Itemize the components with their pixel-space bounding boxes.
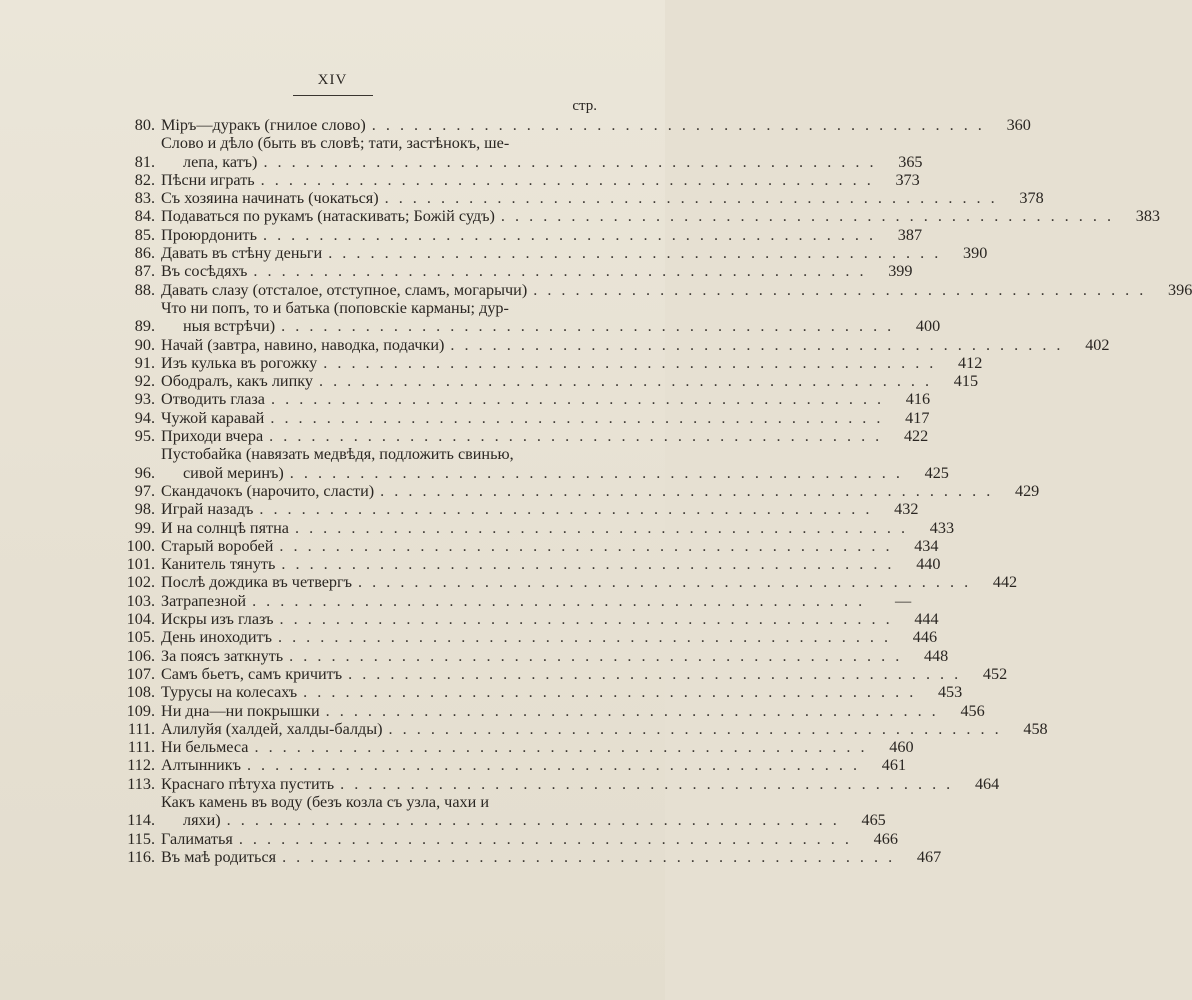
entry-title: Самъ бьетъ, самъ кричитъ (161, 664, 343, 683)
entry-number: 87. (134, 262, 155, 281)
entry-number: 101. (126, 555, 155, 574)
entry-title: Подаваться по рукамъ (натаскивать; Божій судъ) (161, 207, 495, 226)
entry-page: 400 (915, 317, 941, 336)
dot-leader: . . . . . . . . . . . . . . . . . . . . . . . . . . . . . . . . . . . . . . . . . . . . (279, 610, 893, 629)
entry-number: 95. (134, 427, 155, 446)
entry-number: 114. (127, 811, 155, 830)
entry-page: 417 (905, 408, 930, 427)
entry-number: 82. (134, 170, 155, 189)
entry-page: 461 (881, 756, 907, 775)
entry-number: 99. (134, 518, 155, 537)
entry-page: 466 (873, 829, 898, 848)
toc-entry (100, 225, 923, 244)
page-column-label: стр. (572, 98, 597, 114)
toc-entry (100, 591, 912, 610)
page-header (0, 72, 665, 96)
dot-leader: . . . . . . . . . . . . . . . . . . . . . . . . . . . . . . . . . . . . . . . . . . . . (277, 628, 892, 647)
dot-leader: . . . . . . . . . . . . . . . . . . . . . . . . . . . . . . . . . . . . . . . . . . . . (500, 207, 1114, 226)
dot-leader: . . . . . . . . . . . . . . . . . . . . . . . . . . . . . . . . . . . . . . . . . . . . (279, 536, 893, 555)
toc-entry (100, 390, 931, 409)
entry-number: 81. (134, 152, 155, 171)
dot-leader: . . . . . . . . . . . . . . . . . . . . . . . . . . . . . . . . . . . . . . . . . . . . (294, 518, 909, 537)
entry-number: 111. (127, 719, 155, 738)
entry-number: 113. (127, 774, 155, 793)
entry-number: 80. (134, 116, 155, 134)
entry-page: 446 (912, 628, 938, 647)
dot-leader: . . . . . . . . . . . . . . . . . . . . . . . . . . . . . . . . . . . . . . . . . . . . (303, 683, 917, 702)
toc-entry (100, 445, 949, 482)
entry-title: Канитель тянуть (161, 555, 276, 574)
entry-title: Пѣсни играть (161, 170, 255, 189)
entry-number: 84. (134, 207, 155, 226)
entry-title: Послѣ дождика въ четвергъ (161, 573, 353, 592)
entry-title: Играй назадъ (161, 500, 254, 519)
entry-number: 88. (134, 280, 155, 299)
entry-title: Алилуйя (халдей, халды-балды) (161, 719, 383, 738)
entry-number: 97. (134, 481, 155, 500)
toc-entry (100, 481, 1040, 500)
entry-page: 453 (937, 683, 963, 702)
dot-leader: . . . . . . . . . . . . . . . . . . . . . . . . . . . . . . . . . . . . . . . . . . . . (388, 719, 1002, 738)
toc-entry (100, 244, 988, 263)
dot-leader: . . . . . . . . . . . . . . . . . . . . . . . . . . . . . . . . . . . . . . . . . . . . (348, 664, 962, 683)
entry-page: 429 (1014, 481, 1040, 500)
entry-page: 460 (889, 738, 914, 757)
toc-entry (100, 847, 942, 866)
toc-entry (100, 610, 939, 629)
dot-leader: . . . . . . . . . . . . . . . . . . . . . . . . . . . . . . . . . . . . . . . . . . . . (384, 189, 998, 208)
entry-page: 434 (914, 536, 939, 555)
entry-page: 432 (894, 500, 919, 519)
dot-leader: . . . . . . . . . . . . . . . . . . . . . . . . . . . . . . . . . . . . . . . . . . . . (450, 335, 1064, 354)
entry-number: 104. (126, 610, 155, 629)
entry-number: 98. (134, 500, 155, 519)
entry-page: 464 (974, 774, 1000, 793)
entry-title: Слово и дѣло (быть въ словѣ; тати, застѣнокъ, ше- (161, 134, 510, 153)
entry-title: Съ хозяина начинать (чокаться) (161, 189, 379, 208)
dot-leader: . . . . . . . . . . . . . . . . . . . . . . . . . . . . . . . . . . . . . . . . . . . . (318, 372, 933, 391)
table-of-contents (100, 116, 1192, 866)
entry-title: Пустобайка (навязать медвѣдя, подложить свинью, (161, 445, 514, 464)
entry-page: 465 (861, 811, 886, 830)
dot-leader: . . . . . . . . . . . . . . . . . . . . . . . . . . . . . . . . . . . . . . . . . . . . (281, 317, 895, 336)
dot-leader: . . . . . . . . . . . . . . . . . . . . . . . . . . . . . . . . . . . . . . . . . . . . (282, 847, 896, 866)
toc-entry (100, 262, 913, 281)
entry-page: 467 (916, 847, 942, 866)
header-rule (293, 95, 373, 96)
entry-number: 103. (126, 591, 155, 610)
entry-number: 108. (126, 683, 155, 702)
dot-leader: . . . . . . . . . . . . . . . . . . . . . . . . . . . . . . . . . . . . . . . . . . . . (260, 170, 874, 189)
dot-leader: . . . . . . . . . . . . . . . . . . . . . . . . . . . . . . . . . . . . . . . . . . . . (325, 701, 939, 720)
dot-leader: . . . . . . . . . . . . . . . . . . . . . . . . . . . . . . . . . . . . . . . . . . . . (328, 244, 942, 263)
entry-page: 440 (916, 555, 941, 574)
dot-leader: . . . . . . . . . . . . . . . . . . . . . . . . . . . . . . . . . . . . . . . . . . . . (263, 152, 877, 171)
entry-number: 85. (134, 225, 155, 244)
toc-entry (100, 683, 963, 702)
entry-title: сивой меринъ) (183, 463, 284, 482)
dot-leader: . . . . . . . . . . . . . . . . . . . . . . . . . . . . . . . . . . . . . . . . . . . . (340, 774, 954, 793)
entry-page: 387 (897, 225, 923, 244)
entry-title: ляхи) (183, 811, 221, 830)
toc-entry (100, 664, 1008, 683)
dot-leader: . . . . . . . . . . . . . . . . . . . . . . . . . . . . . . . . . . . . . . . . . . . . (262, 225, 877, 244)
entry-title: Краснаго пѣтуха пустить (161, 774, 335, 793)
entry-title: Проюрдонить (161, 225, 257, 244)
entry-page: 412 (958, 353, 983, 372)
dot-leader: . . . . . . . . . . . . . . . . . . . . . . . . . . . . . . . . . . . . . . . . . . . . (533, 280, 1147, 299)
toc-entry (100, 756, 907, 775)
entry-title: Приходи вчера (161, 427, 264, 446)
dot-leader: . . . . . . . . . . . . . . . . . . . . . . . . . . . . . . . . . . . . . . . . . . . . (254, 738, 868, 757)
entry-title: Ни дна—ни покрышки (161, 701, 320, 720)
toc-entry (100, 372, 979, 391)
dot-leader: . . . . . . . . . . . . . . . . . . . . . . . . . . . . . . . . . . . . . . . . . . . . (270, 408, 884, 427)
entry-title: ныя встрѣчи) (183, 317, 276, 336)
entry-number: 93. (134, 390, 155, 409)
entry-number: 100. (126, 536, 155, 555)
entry-number: 89. (134, 317, 155, 336)
entry-page: 444 (914, 610, 939, 629)
entry-number: 83. (134, 189, 155, 208)
entry-title: Затрапезной (161, 591, 247, 610)
entry-page: 402 (1085, 335, 1110, 354)
dot-leader: . . . . . . . . . . . . . . . . . . . . . . . . . . . . . . . . . . . . . . . . . . . . (323, 353, 937, 372)
toc-entry (100, 280, 1192, 299)
entry-page: 448 (923, 646, 949, 665)
entry-title: Давать въ стѣну деньги (161, 244, 323, 263)
toc-entry (100, 170, 920, 189)
entry-page: 399 (888, 262, 913, 281)
entry-number: 106. (126, 646, 155, 665)
entry-title: Что ни попъ, то и батька (поповскіе карманы; дур- (161, 298, 509, 317)
entry-number: 115. (127, 829, 155, 848)
entry-page: 360 (1006, 116, 1031, 134)
toc-entry (100, 792, 886, 830)
toc-entry (100, 134, 923, 171)
entry-title: И на солнцѣ пятна (161, 518, 289, 537)
entry-page: 373 (895, 170, 920, 189)
toc-entry (100, 298, 941, 336)
toc-entry (100, 701, 985, 720)
dot-leader: . . . . . . . . . . . . . . . . . . . . . . . . . . . . . . . . . . . . . . . . . . . . (269, 427, 883, 446)
entry-title: лепа, катъ) (183, 152, 258, 171)
dot-leader: . . . . . . . . . . . . . . . . . . . . . . . . . . . . . . . . . . . . . . . . . . . . (226, 811, 840, 830)
entry-page: 415 (953, 372, 979, 391)
entry-number: 91. (134, 353, 155, 372)
entry-page: 452 (982, 664, 1008, 683)
entry-title: Начай (завтра, навино, наводка, подачки) (161, 335, 445, 354)
entry-number: 92. (134, 372, 155, 391)
entry-title: Чужой каравай (161, 408, 265, 427)
entry-title: Въ сосѣдяхъ (161, 262, 248, 281)
entry-title: Какъ камень въ воду (безъ козла съ узла, чахи и (161, 792, 489, 811)
entry-title: День иноходитъ (161, 628, 272, 647)
entry-number: 107. (126, 664, 155, 683)
entry-page: — (894, 591, 912, 610)
entry-title: Ни бельмеса (161, 738, 249, 757)
entry-page: 425 (924, 463, 949, 482)
entry-number: 86. (134, 244, 155, 263)
page-number: XIV (317, 72, 348, 88)
toc-entry (100, 829, 898, 848)
entry-page: 416 (905, 390, 931, 409)
entry-number: 105. (126, 628, 155, 647)
entry-title: Турусы на колесахъ (161, 683, 298, 702)
entry-page: 422 (903, 427, 929, 446)
entry-title: Въ маѣ родиться (161, 847, 277, 866)
toc-entry (100, 500, 919, 519)
entry-title: Галиматья (161, 829, 233, 848)
entry-number: 112. (127, 756, 155, 775)
dot-leader: . . . . . . . . . . . . . . . . . . . . . . . . . . . . . . . . . . . . . . . . . . . . (380, 481, 994, 500)
entry-page: 433 (929, 518, 955, 537)
toc-entry (100, 738, 914, 757)
dot-leader: . . . . . . . . . . . . . . . . . . . . . . . . . . . . . . . . . . . . . . . . . . . . (238, 829, 852, 848)
toc-entry (100, 207, 1160, 226)
entry-page: 458 (1023, 719, 1048, 738)
entry-title: Давать слазу (отсталое, отступное, сламъ, могарычи) (161, 280, 528, 299)
entry-title: Міръ—дуракъ (гнилое слово) (161, 116, 366, 134)
entry-title: Старый воробей (161, 536, 274, 555)
entry-title: Ободралъ, какъ липку (161, 372, 313, 391)
entry-number: 102. (126, 573, 155, 592)
dot-leader: . . . . . . . . . . . . . . . . . . . . . . . . . . . . . . . . . . . . . . . . . . . . (289, 646, 903, 665)
entry-number: 116. (127, 847, 155, 866)
entry-page: 396 (1168, 280, 1192, 299)
dot-leader: . . . . . . . . . . . . . . . . . . . . . . . . . . . . . . . . . . . . . . . . . . . . (252, 591, 866, 610)
dot-leader: . . . . . . . . . . . . . . . . . . . . . . . . . . . . . . . . . . . . . . . . . . . . (246, 756, 861, 775)
toc-entry (100, 646, 949, 665)
toc-entry (100, 555, 941, 574)
entry-page: 365 (898, 152, 923, 171)
dot-leader: . . . . . . . . . . . . . . . . . . . . . . . . . . . . . . . . . . . . . . . . . . . . (371, 116, 985, 134)
toc-entry (100, 518, 955, 537)
toc-entry (100, 335, 1110, 354)
toc-entry (100, 427, 929, 446)
entry-number: 90. (134, 335, 155, 354)
toc-entry (100, 116, 1031, 134)
entry-title: Искры изъ глазъ (161, 610, 274, 629)
entry-title: Алтынникъ (161, 756, 241, 775)
entry-title: За поясъ заткнуть (161, 646, 284, 665)
toc-entry (100, 189, 1044, 208)
entry-title: Скандачокъ (нарочито, сласти) (161, 481, 375, 500)
toc-entry (100, 536, 939, 555)
dot-leader: . . . . . . . . . . . . . . . . . . . . . . . . . . . . . . . . . . . . . . . . . . . . (259, 500, 873, 519)
dot-leader: . . . . . . . . . . . . . . . . . . . . . . . . . . . . . . . . . . . . . . . . . . . . (253, 262, 867, 281)
toc-entry (100, 719, 1048, 738)
entry-page: 390 (963, 244, 988, 263)
toc-entry (100, 408, 930, 427)
dot-leader: . . . . . . . . . . . . . . . . . . . . . . . . . . . . . . . . . . . . . . . . . . . . (358, 573, 972, 592)
entry-page: 442 (992, 573, 1018, 592)
toc-entry (100, 353, 983, 372)
entry-number: 111. (127, 738, 155, 757)
dot-leader: . . . . . . . . . . . . . . . . . . . . . . . . . . . . . . . . . . . . . . . . . . . . (281, 555, 895, 574)
entry-page: 456 (960, 701, 985, 720)
entry-title: Изъ кулька въ рогожку (161, 353, 318, 372)
toc-entry (100, 774, 1000, 793)
entry-title: Отводить глаза (161, 390, 265, 409)
entry-number: 96. (134, 463, 155, 482)
entry-page: 378 (1019, 189, 1044, 208)
entry-number: 94. (134, 408, 155, 427)
entry-page: 383 (1135, 207, 1160, 226)
entry-number: 109. (126, 701, 155, 720)
dot-leader: . . . . . . . . . . . . . . . . . . . . . . . . . . . . . . . . . . . . . . . . . . . . (289, 463, 903, 482)
toc-entry (100, 628, 938, 647)
toc-entry (100, 573, 1018, 592)
dot-leader: . . . . . . . . . . . . . . . . . . . . . . . . . . . . . . . . . . . . . . . . . . . . (271, 390, 885, 409)
